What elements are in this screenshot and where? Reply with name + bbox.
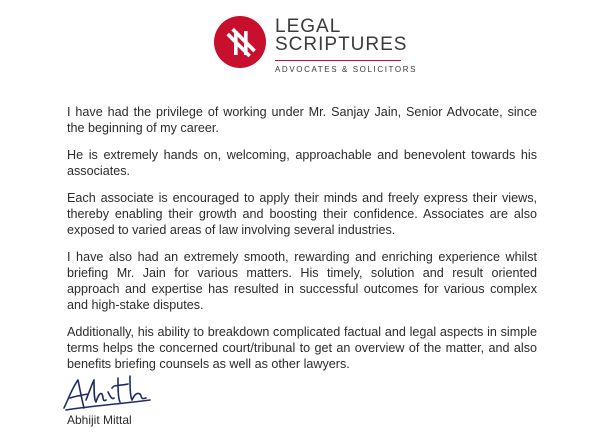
brand-divider (275, 60, 401, 61)
legal-scriptures-emblem-icon (213, 14, 269, 70)
letter-paragraph: I have had the privilege of working under Mr. Sanjay Jain, Senior Advocate, since the beginning of my career. (67, 105, 537, 135)
handwritten-signature-icon (60, 370, 155, 414)
brand-name-line2: SCRIPTURES (275, 34, 408, 55)
brand-name-line1: LEGAL (275, 16, 342, 37)
letter-paragraph: I have also had an extremely smooth, rewarding and enriching experience whilst briefing Mr. Jain for various matters. His timely, solution and result oriented approach and expertise has resulted in successful outcomes for various complex and high-stake disputes. (67, 250, 537, 312)
brand-tagline: ADVOCATES & SOLICITORS (275, 65, 418, 74)
letter-paragraph: He is extremely hands on, welcoming, approachable and benevolent towards his associates. (67, 148, 537, 178)
letter-body (67, 104, 537, 383)
letterhead (213, 14, 418, 84)
letter-paragraph: Additionally, his ability to breakdown complicated factual and legal aspects in simple terms helps the concerned court/tribunal to get an overview of the matter, and also benefits briefing counsels as well as other lawyers. (67, 325, 537, 371)
signer-name: Abhijit Mittal (67, 413, 132, 427)
letter-paragraph: Each associate is encouraged to apply their minds and freely express their views, thereby enabling their growth and boosting their confidence. Associates are also exposed to varied areas of law involving several industries. (67, 191, 537, 237)
